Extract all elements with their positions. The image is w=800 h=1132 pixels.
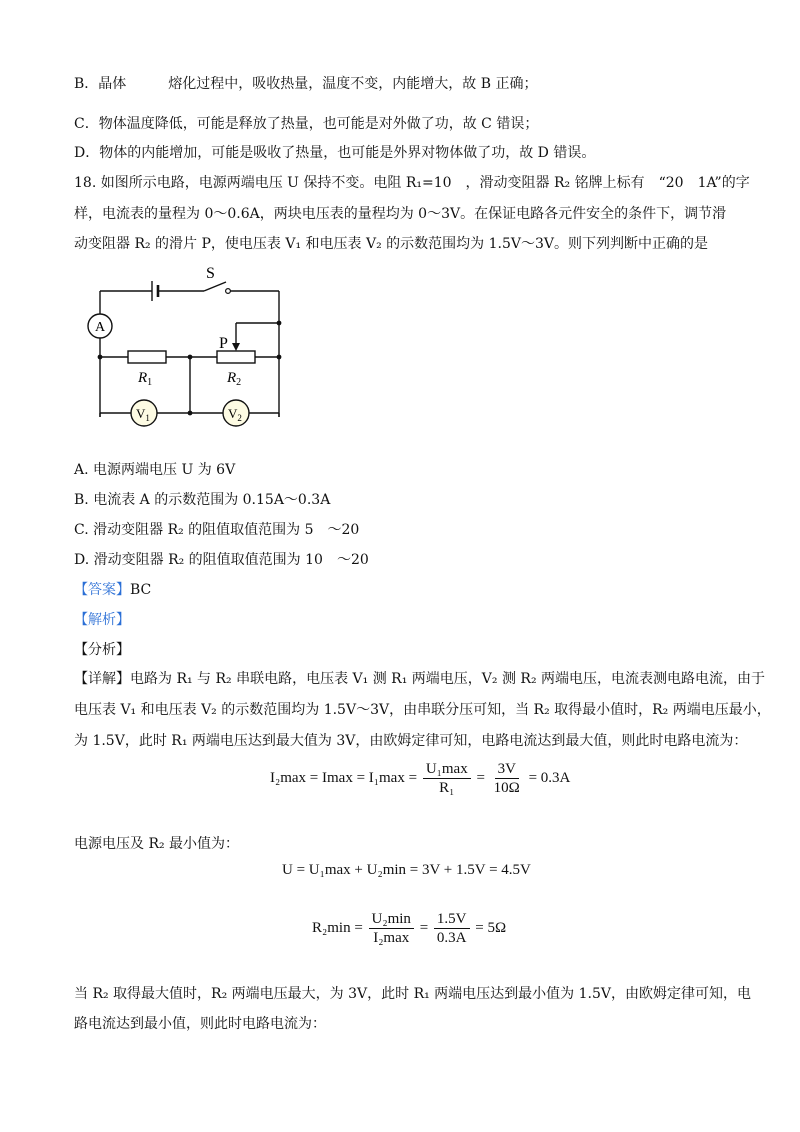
option-b: B. 电流表 A 的示数范围为 0.15A～0.3A [74,492,331,508]
ammeter-label: A [94,320,106,335]
circuit-diagram [80,262,300,432]
option-d: D. 滑动变阻器 R₂ 的阻值取值范围为 10 ～20 [74,552,369,568]
answer-value: BC [130,582,152,598]
detail-line-2: 电压表 V₁ 和电压表 V₂ 的示数范围均为 1.5V～3V，由串联分压可知，当 R₂ 取得最小值时，R₂ 两端电压最小， [74,702,771,718]
question-line-1: 18. 如图所示电路，电源两端电压 U 保持不变。电阻 R₁=10 ，滑动变阻器 R₂ 铭牌上标有 “20 1A”的字 [74,175,750,191]
r1-label: $R_1$ [138,370,153,388]
equation-r2-min: R₂min = $\frac{\text{U₂min}}{\text{I₂max}}$ = $\frac{1.5V}{0.3A}$ = 5Ω [312,911,507,946]
prev-option-c: C．物体温度降低，可能是释放了热量，也可能是对外做了功，故 C 错误； [74,116,539,132]
slider-label: P [219,335,228,352]
junction-dot [188,355,193,360]
final-line-1: 当 R₂ 取得最大值时，R₂ 两端电压最大，为 3V，此时 R₁ 两端电压达到最小值为 1.5V，由欧姆定律可知，电 [74,986,752,1002]
prev-option-d: D．物体的内能增加，可能是吸收了热量，也可能是外界对物体做了功，故 D 错误。 [74,145,596,161]
detail-line-3: 为 1.5V，此时 R₁ 两端电压达到最大值为 3V，由欧姆定律可知，电路电流达到最大值，则此时电路电流为： [74,733,748,749]
fenxi-tag: 【分析】 [74,642,130,658]
detail-tag: 【详解】 [74,671,130,687]
junction-dot [277,321,282,326]
question-line-2: 样，电流表的量程为 0～0.6A，两块电压表的量程均为 0～3V。在保证电路各元件安全的条件下，调节滑 [74,206,727,222]
option-a: A. 电源两端电压 U 为 6V [74,462,236,478]
prev-option-b: B．晶体 熔化过程中，吸收热量，温度不变，内能增大，故 B 正确； [74,76,538,92]
final-line-2: 路电流达到最小值，则此时电路电流为： [74,1016,326,1032]
switch-contact [226,289,231,294]
resistor-r2 [217,351,255,363]
question-line-3: 动变阻器 R₂ 的滑片 P，使电压表 V₁ 和电压表 V₂ 的示数范围均为 1.5V～3V。则下列判断中正确的是 [74,236,709,252]
resistor-r1 [128,351,166,363]
r2-label: $R_2$ [227,370,242,388]
option-c: C. 滑动变阻器 R₂ 的阻值取值范围为 5 ～20 [74,522,360,538]
answer-tag: 【答案】 [74,582,130,598]
text-after-eq1: 电源电压及 R₂ 最小值为： [74,836,240,852]
switch-label: S [206,265,215,282]
slider-arrow [232,343,240,351]
junction-dot [188,411,193,416]
equation-current-max: I₂max = Imax = I₁max = $\frac{\text{U₁max}}{\text{R₁}}$ = $\frac{3V}{10\Omega}$ = 0.3A [270,761,571,796]
junction-dot [277,355,282,360]
detail-line-1: 【详解】电路为 R₁ 与 R₂ 串联电路，电压表 V₁ 测 R₁ 两端电压，V₂ 测 R₂ 两端电压，电流表测电路电流，由于 [74,671,766,687]
junction-dot [98,355,103,360]
v1-label: $V_1$ [136,406,150,423]
equation-voltage: U = U₁max + U₂min = 3V + 1.5V = 4.5V [282,862,531,878]
v2-label: $V_2$ [228,406,242,423]
analysis-tag: 【解析】 [74,612,130,628]
switch-blade [204,282,226,291]
answer-line [74,580,151,600]
